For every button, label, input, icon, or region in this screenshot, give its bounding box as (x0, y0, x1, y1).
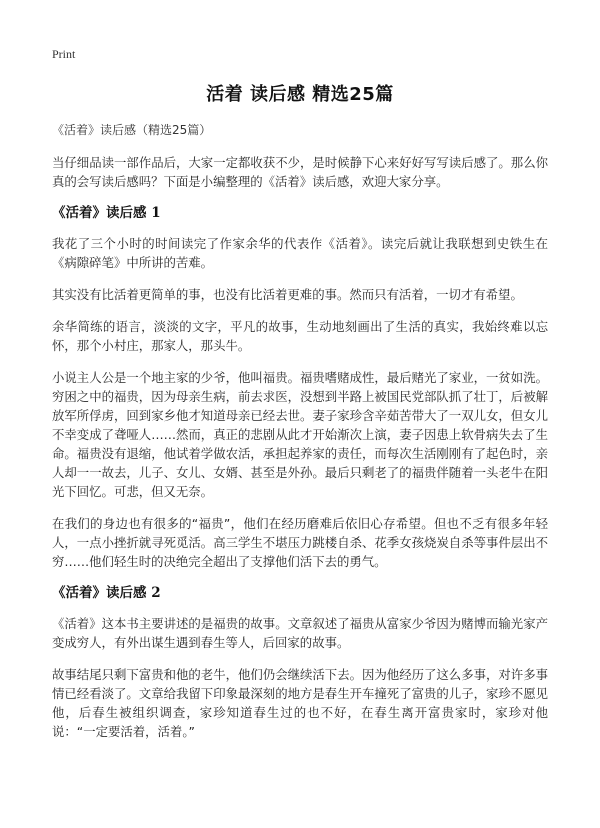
section1-paragraph-4: 小说主人公是一个地主家的少爷，他叫福贵。福贵嗜赌成性，最后赌光了家业，一贫如洗。穷困之中的福贵，因为母亲生病，前去求医，没想到半路上被国民党部队抓了壮丁，后被解放军所俘虏，回到家乡他才知道母亲已经去世。妻子家珍含辛茹苦带大了一双儿女，但女儿不幸变成了聋哑人……然而，真正的悲剧从此才开始渐次上演，妻子因患上软骨病失去了生命。福贵没有退缩，他试着学做农活，承担起养家的责任，而每次生活刚刚有了起色时，亲人却一一故去，儿子、女儿、女婿、甚至是外孙。最后只剩老了的福贵伴随着一头老牛在阳光下回忆。可悲，但又无奈。 (52, 370, 548, 499)
page-title: 活着 读后感 精选25篇 (206, 84, 394, 105)
section2-paragraph-2: 故事结尾只剩下富贵和他的老牛，他们仍会继续活下去。因为他经历了这么多事，对许多事情已经看淡了。文章给我留下印象最深刻的地方是春生开车撞死了富贵的儿子，家珍不愿见他，后春生被组织调查，家珍知道春生过的也不好，在春生离开富贵家时，家珍对他说：“一定要活着，活着。” (52, 667, 548, 739)
section2-paragraph-1: 《活着》这本书主要讲述的是福贵的故事。文章叙述了福贵从富家少爷因为赌博而输光家产变成穷人，有外出谋生遇到春生等人，后回家的故事。 (52, 616, 548, 650)
section-heading-2: 《活着》读后感 2 (52, 585, 161, 601)
section1-paragraph-5: 在我们的身边也有很多的“福贵”，他们在经历磨难后依旧心存希望。但也不乏有很多年轻人，一点小挫折就寻死觅活。高三学生不堪压力跳楼自杀、花季女孩烧炭自杀等事件层出不穷……他们轻生时的决绝完全超出了支撑他们活下去的勇气。 (52, 516, 548, 569)
intro-paragraph: 当仔细品读一部作品后，大家一定都收获不少，是时候静下心来好好写写读后感了。那么你真的会写读后感吗？下面是小编整理的《活着》读后感，欢迎大家分享。 (52, 155, 548, 189)
section1-paragraph-1: 我花了三个小时的时间读完了作家余华的代表作《活着》。读完后就让我联想到史铁生在《病隙碎笔》中所讲的苦难。 (52, 236, 548, 270)
section-heading-1: 《活着》读后感 1 (52, 205, 161, 221)
section1-paragraph-2: 其实没有比活着更简单的事，也没有比活着更难的事。然而只有活着，一切才有希望。 (52, 287, 523, 302)
section1-paragraph-3: 余华简练的语言，淡淡的文字，平凡的故事，生动地刻画出了生活的真实，我始终难以忘怀，那个小村庄，那家人，那头牛。 (52, 319, 548, 353)
print-link[interactable]: Print (52, 47, 76, 61)
article-subtitle: 《活着》读后感（精选25篇） (52, 123, 212, 137)
article-body (52, 122, 548, 754)
